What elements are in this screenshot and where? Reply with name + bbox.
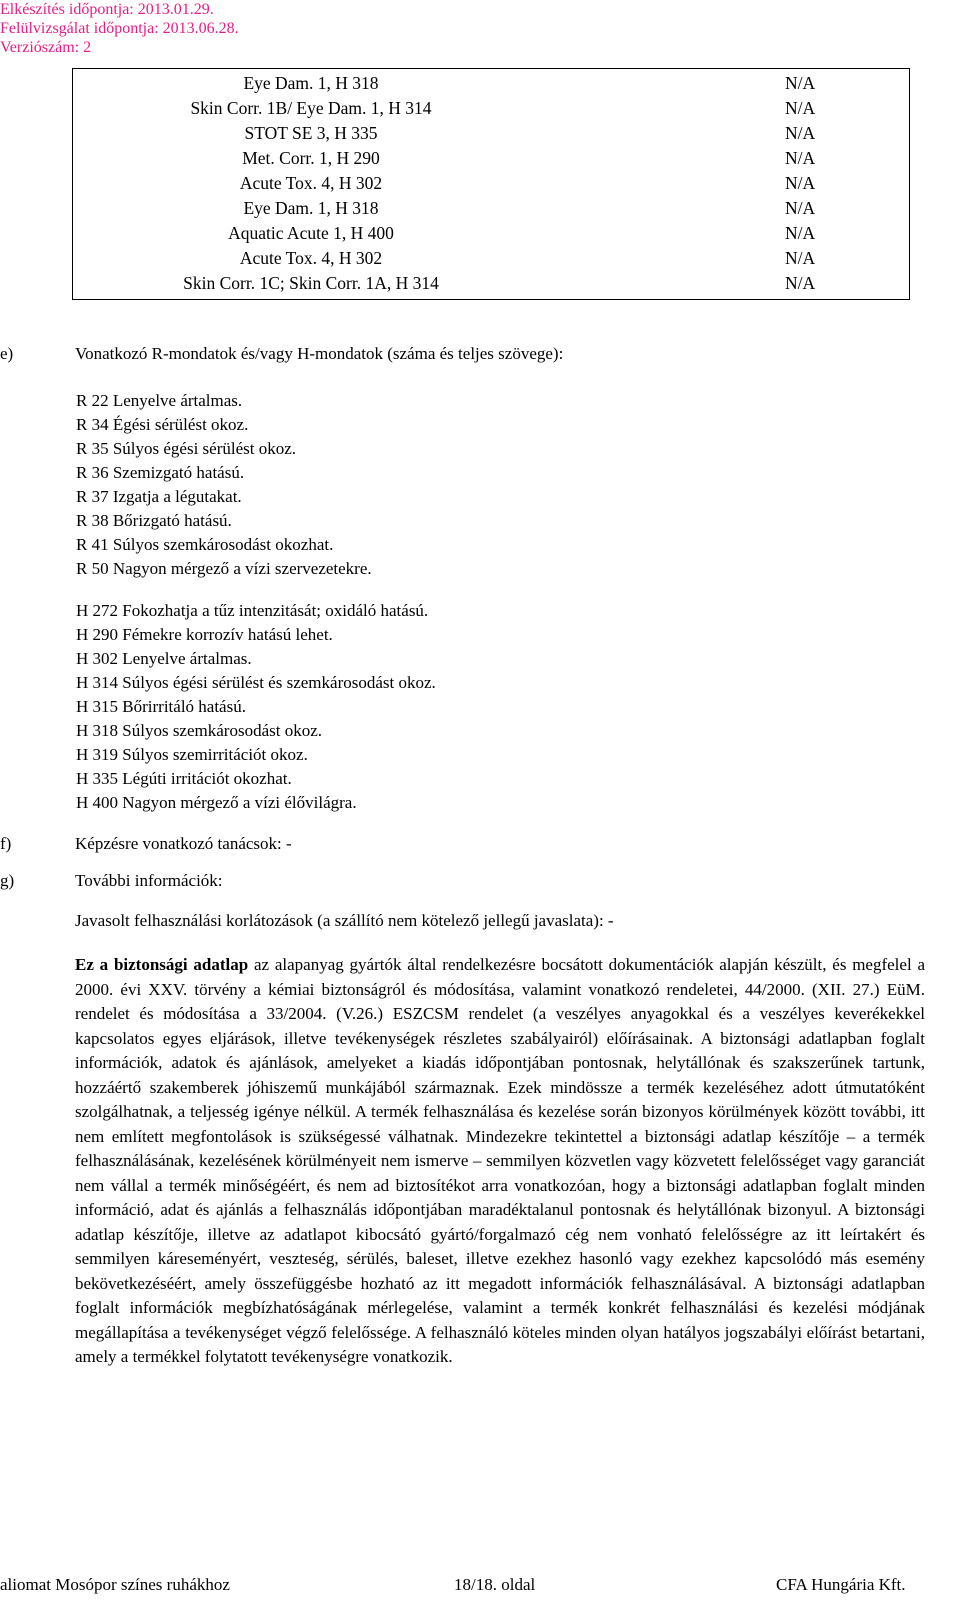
revised-date: Felülvizsgálat időpontja: 2013.06.28.: [0, 20, 239, 37]
value-cell: N/A: [785, 148, 816, 168]
r-phrase: R 50 Nagyon mérgező a vízi szervezetekre.: [76, 559, 372, 578]
table-row: [73, 246, 910, 271]
classification-table: [72, 68, 910, 300]
section-letter: e): [0, 344, 14, 363]
hazard-class-cell: STOT SE 3, H 335: [244, 123, 378, 143]
value-cell: N/A: [785, 98, 816, 118]
table-row: [73, 221, 910, 246]
hazard-class-cell: Acute Tox. 4, H 302: [239, 248, 383, 268]
h-phrase: H 272 Fokozhatja a tűz intenzitását; oxidáló hatású.: [76, 601, 429, 620]
r-phrase: R 22 Lenyelve ártalmas.: [76, 391, 243, 410]
hazard-class-cell: Met. Corr. 1, H 290: [242, 148, 380, 168]
value-cell: N/A: [785, 198, 816, 218]
table-row: [73, 96, 910, 121]
created-date: Elkészítés időpontja: 2013.01.29.: [0, 1, 214, 18]
company-name: CFA Hungária Kft.: [776, 1575, 906, 1594]
hazard-class-cell: Aquatic Acute 1, H 400: [228, 223, 394, 243]
value-cell: N/A: [785, 173, 816, 193]
page-footer: [0, 1573, 960, 1597]
r-phrase: R 36 Szemizgató hatású.: [76, 463, 245, 482]
section-letter: f): [0, 834, 12, 853]
h-phrase: H 319 Súlyos szemirritációt okoz.: [76, 745, 308, 764]
r-phrase: R 35 Súlyos égési sérülést okoz.: [76, 439, 297, 458]
section-title: További információk:: [75, 871, 223, 890]
hazard-class-cell: Eye Dam. 1, H 318: [243, 73, 379, 93]
disclaimer-bold: Ez a biztonsági adatlap: [75, 955, 249, 974]
disclaimer-text: az alapanyag gyártók által rendelkezésre bocsátott dokumentációk alapján készült, és megfelel a 2000. évi XXV. törvény a kémiai biztonságról és módosítása, valamint vonatkozó rendeletei, 44/2000. (XII. 27.) EüM. rendelet és módosítása a 33/2004. (V.26.) ESZCSM rendelet (a veszélyes anyagokkal és a veszélyes keverékekkel kapcsolatos egyes eljárások, illetve tevékenységek részletes szabályairól) előírásainak. A biztonsági adatlapban foglalt információk, adatok és ajánlások, amelyeket a kiadás időpontjában pontosnak, helytállónak és szakszerűnek tartunk, hozzáértő szakemberek jóhiszemű munkájából származnak. Ezek mindössze a termék kezeléséhez adott útmutatóként szolgálhatnak, a teljesség igénye nélkül. A termék felhasználása és kezelése során bizonyos körülmények között további, itt nem említett megfontolások is szükségessé válhatnak. Mindezekre tekintettel a biztonsági adatlap készítője – a termék felhasználásának, kezelésének körülményeit nem ismerve – semmilyen közvetlen vagy közvetett felelősséget vagy garanciát nem vállal a termék minőségéért, és nem ad biztosítékot arra vonatkozóan, hogy a biztonsági adatlapban foglalt minden információ, adat és ajánlás a felhasználás időpontjában maradéktalanul pontosnak és helytállónak bizonyul. A biztonsági adatlap készítője, illetve az adatlapot kibocsátó gyártó/forgalmazó cég nem vonható felelősségre az itt leírtakért és semmilyen káreseményért, veszteség, sérülés, baleset, illetve ezekhez hasonló vagy ezekhez kapcsolódó más esemény bekövetkezéséért, amely összefüggésbe hozható az itt megadott információk felhasználásával. A biztonsági adatlapban foglalt információk megbízhatóságának mérlegelése, valamint a termék konkrét felhasználási és kezelési módjának megállapítása a tevékenységet végző felelőssége. A felhasználó köteles minden olyan hatályos jogszabályi előírást betartani, amely a termékkel folytatott tevékenységre vonatkozik.: [75, 955, 926, 1366]
hazard-class-cell: Acute Tox. 4, H 302: [239, 173, 383, 193]
r-phrase-list: [76, 389, 372, 581]
section-letter: g): [0, 871, 15, 890]
section-title: Képzésre vonatkozó tanácsok: -: [75, 834, 292, 853]
h-phrase-list: [76, 599, 436, 815]
r-phrase: R 34 Égési sérülést okoz.: [76, 415, 249, 434]
disclaimer-paragraph: [75, 953, 925, 1370]
value-cell: N/A: [785, 123, 816, 143]
section-title: Vonatkozó R-mondatok és/vagy H-mondatok (száma és teljes szövege):: [75, 344, 564, 363]
table-row: [73, 69, 910, 97]
h-phrase: H 314 Súlyos égési sérülést és szemkárosodást okoz.: [76, 673, 436, 692]
r-phrase: R 41 Súlyos szemkárosodást okozhat.: [76, 535, 334, 554]
page-number: 18/18. oldal: [454, 1575, 536, 1594]
value-cell: N/A: [785, 273, 816, 293]
table-row: [73, 271, 910, 300]
hazard-class-cell: Skin Corr. 1C; Skin Corr. 1A, H 314: [183, 273, 439, 293]
table-row: [73, 196, 910, 221]
r-phrase: R 38 Bőrizgató hatású.: [76, 511, 232, 530]
document-header: [0, 0, 239, 57]
h-phrase: H 335 Légúti irritációt okozhat.: [76, 769, 292, 788]
restrictions-text: Javasolt felhasználási korlátozások (a szállító nem kötelező jellegű javaslata): -: [75, 911, 614, 930]
value-cell: N/A: [785, 248, 816, 268]
table-row: [73, 146, 910, 171]
table-row: [73, 121, 910, 146]
version-number: Verziószám: 2: [0, 39, 92, 56]
value-cell: N/A: [785, 73, 816, 93]
table-row: [73, 171, 910, 196]
h-phrase: H 302 Lenyelve ártalmas.: [76, 649, 252, 668]
product-name: aliomat Mosópor színes ruhákhoz: [0, 1575, 230, 1594]
r-phrase: R 37 Izgatja a légutakat.: [76, 487, 242, 506]
h-phrase: H 318 Súlyos szemkárosodást okoz.: [76, 721, 323, 740]
h-phrase: H 400 Nagyon mérgező a vízi élővilágra.: [76, 793, 357, 812]
value-cell: N/A: [785, 223, 816, 243]
h-phrase: H 315 Bőrirritáló hatású.: [76, 697, 246, 716]
hazard-class-cell: Skin Corr. 1B/ Eye Dam. 1, H 314: [190, 98, 432, 118]
h-phrase: H 290 Fémekre korrozív hatású lehet.: [76, 625, 333, 644]
hazard-class-cell: Eye Dam. 1, H 318: [243, 198, 379, 218]
